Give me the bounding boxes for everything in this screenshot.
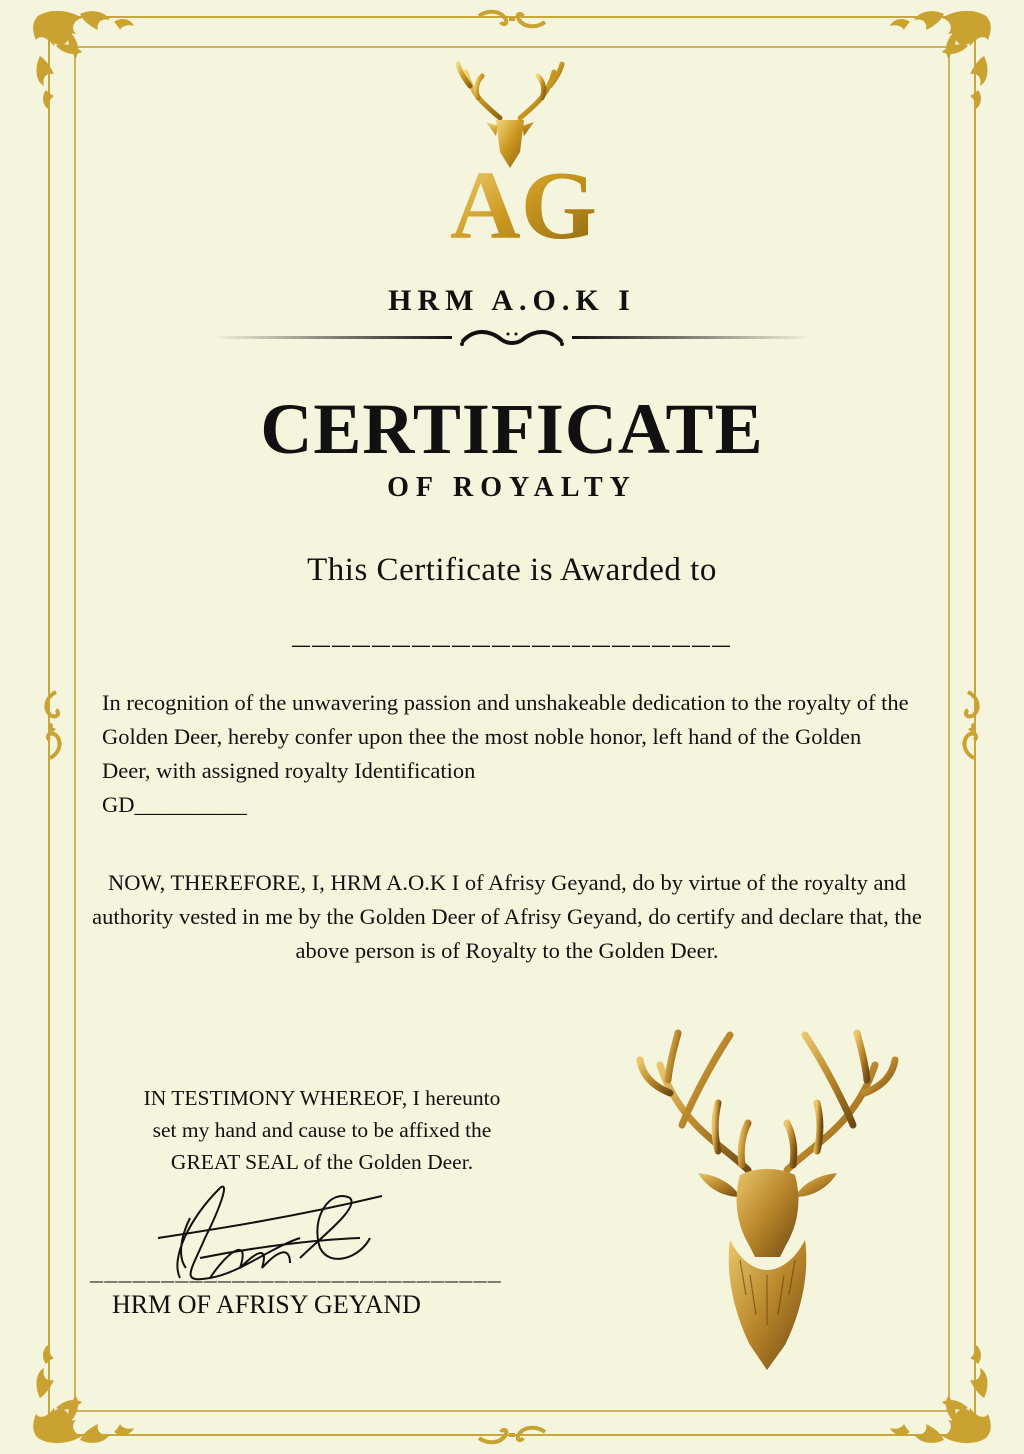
recipient-name-blank: ______________________ — [291, 620, 733, 654]
corner-ornament-icon — [30, 1338, 140, 1448]
golden-deer-head-icon — [630, 1025, 905, 1370]
issuer-heading: HRM A.O.K I — [388, 284, 636, 317]
certificate-subtitle: OF ROYALTY — [387, 472, 637, 503]
royalty-id-prefix: GD — [102, 792, 135, 817]
recognition-paragraph — [102, 686, 912, 822]
award-intro: This Certificate is Awarded to — [307, 552, 717, 588]
bottom-scroll-ornament-icon — [477, 1424, 547, 1446]
signature-line: _____________________________ — [90, 1262, 502, 1287]
testimony-line: set my hand and cause to be affixed the — [152, 1118, 492, 1142]
corner-ornament-icon — [884, 6, 994, 116]
ornamental-divider-icon — [212, 324, 812, 352]
testimony-block — [92, 1082, 552, 1178]
certificate-title: CERTIFICATE — [260, 389, 764, 469]
top-scroll-ornament-icon — [477, 8, 547, 30]
corner-ornament-icon — [30, 6, 140, 116]
recognition-text: In recognition of the unwavering passion and unshakeable dedication to the royalty of the Golden Deer, hereby confer upon thee the most noble honor, left hand of the Golden Deer, with assigned royalty Identification — [102, 690, 909, 783]
royalty-id-blank: __________ — [134, 792, 247, 817]
svg-text:AG: AG — [450, 152, 597, 251]
declaration-paragraph: NOW, THEREFORE, I, HRM A.O.K I of Afrisy Geyand, do by virtue of the royalty and authority vested in me by the Golden Deer of Afrisy Geyand, do certify and declare that, the above person is of Royalty to the Golden Deer. — [92, 870, 922, 963]
side-scroll-ornament-icon — [956, 690, 986, 760]
side-scroll-ornament-icon — [38, 690, 68, 760]
testimony-line: IN TESTIMONY WHEREOF, I hereunto — [143, 1086, 501, 1110]
signatory-name: HRM OF AFRISY GEYAND — [112, 1290, 421, 1319]
deer-head-monogram-icon — [420, 56, 600, 251]
testimony-line: GREAT SEAL of the Golden Deer. — [170, 1150, 474, 1174]
